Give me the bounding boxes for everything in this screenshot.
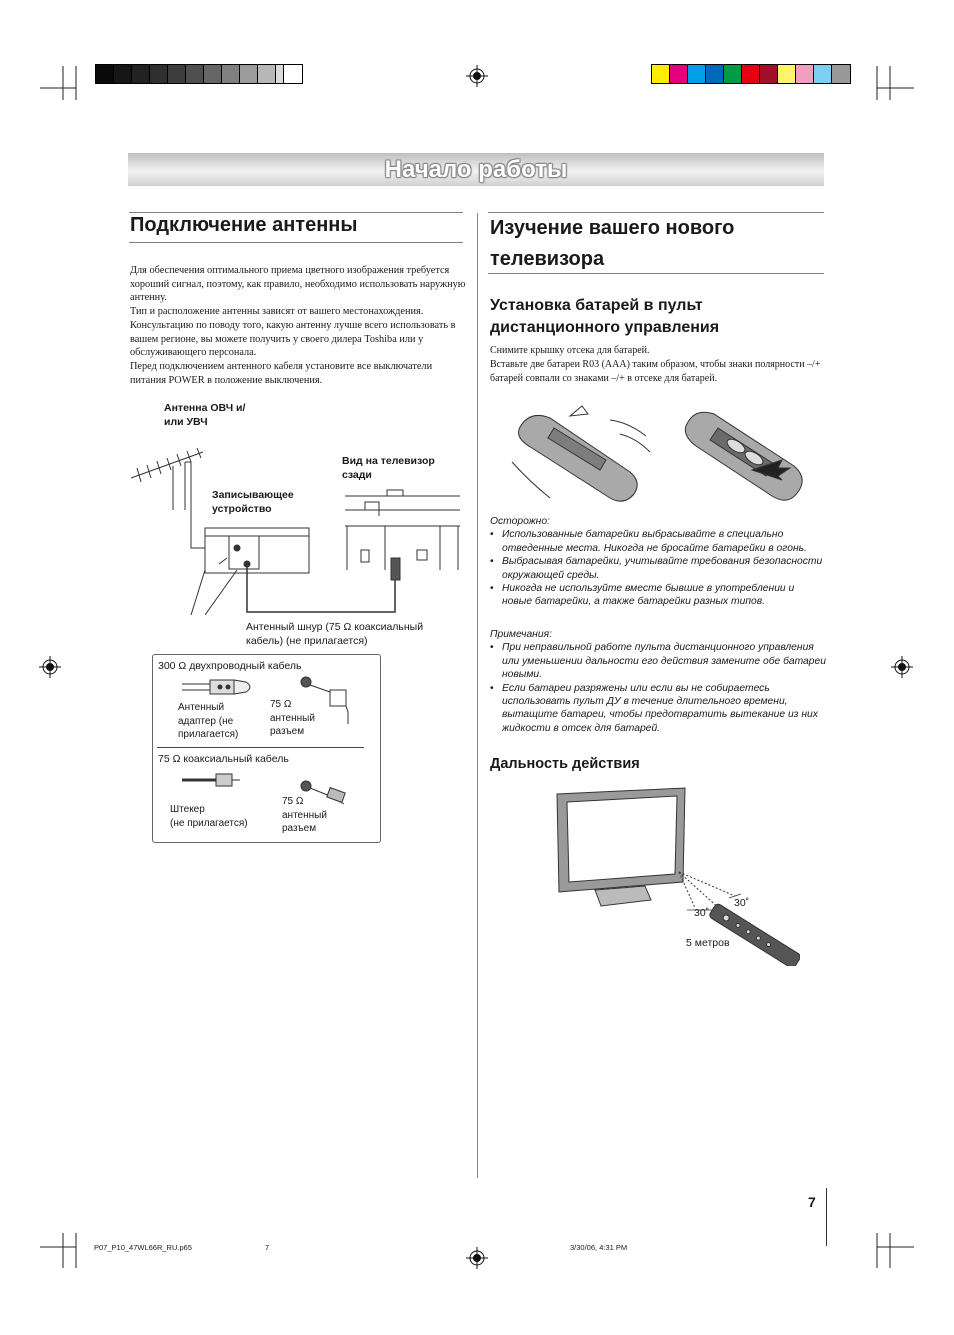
page-title: Начало работы: [384, 156, 568, 183]
section-title-bar: [128, 153, 824, 186]
paragraph: Перед подключением антенного кабеля установите все выключатели питания POWER в положение выключения.: [130, 360, 433, 386]
batteries-text: Снимите крышку отсека для батарей. Вставьте две батареи R03 (AAA) таким образом, чтобы знаки полярности –/+ батарей совпали со знаками –/+ в отсеке для батарей.: [490, 345, 821, 384]
caution-item: • Никогда не используйте вместе бывшие в употреблении и новые батарейки, а также батарейки разных типов.: [490, 582, 826, 609]
column-divider: [477, 213, 478, 1178]
antenna-icon: [131, 448, 203, 510]
remote-range-illustration: [555, 786, 800, 966]
caution-item: • Использованные батарейки выбрасывайте в специально отведенные места. Никогда не бросайте батарейки в огонь.: [490, 528, 826, 555]
twin-cable-title: 300 Ω двухпроводный кабель: [158, 660, 302, 672]
angle-label-2: 30˚: [694, 907, 710, 919]
angle-label-1: 30˚: [734, 897, 750, 909]
tv-study-heading: Изучение вашего нового телевизора: [490, 217, 735, 270]
paragraph: Для обеспечения оптимального приема цветного изображения требуется хороший сигнал, поэтому, как правило, необходимо использовать наружную антенну.: [130, 265, 466, 304]
antenna-cable-label: Антенный шнур (75 Ω коаксиальный кабель) (не прилагается): [246, 621, 424, 647]
signal-cone: [679, 872, 735, 910]
file-page: 7: [265, 1243, 270, 1252]
jack1-label: 75 Ω антенный разъем: [270, 699, 315, 737]
coax-cable-title: 75 Ω коаксиальный кабель: [158, 753, 289, 765]
tv-icon: [557, 788, 685, 906]
caution-item: • Выбрасывая батарейки, учитывайте требования безопасности окружающей среды.: [490, 555, 826, 582]
plug-label: Штекер (не прилагается): [170, 804, 248, 829]
battery-install-illustration: [510, 402, 810, 512]
remote-insert-batteries-icon: [685, 412, 802, 500]
heading-rule-bottom: [488, 273, 824, 274]
tv-back-label: Вид на телевизор сзади: [342, 455, 435, 481]
notes-title: Примечания:: [490, 629, 552, 640]
file-date: 3/30/06, 4:31 PM: [570, 1243, 628, 1252]
antenna-heading: Подключение антенны: [130, 214, 358, 236]
batteries-heading: Установка батарей в пульт дистанционного управления: [490, 297, 720, 336]
page-number: 7: [808, 1194, 816, 1210]
notes-block: [490, 628, 826, 735]
inset-divider: [157, 747, 364, 748]
remote-control-icon: [708, 903, 800, 966]
recorder-label: Записывающее устройство: [212, 489, 294, 515]
page-number-rule: [826, 1188, 827, 1246]
jack2-label: 75 Ω антенный разъем: [282, 796, 327, 834]
adapter-label: Антенный адаптер (не прилагается): [178, 702, 239, 740]
heading-rule-bottom: [129, 242, 463, 243]
heading-rule-top: [129, 212, 463, 213]
antenna-intro: [130, 264, 466, 387]
tv-back-icon: [345, 490, 460, 570]
recorder-icon: [205, 528, 309, 573]
antenna-label: Антенна ОВЧ и/ или УВЧ: [164, 402, 246, 428]
paragraph: Тип и расположение антенны зависят от вашего местонахождения. Консультацию по поводу того, какую антенну лучше всего использовать в вашем регионе, вы можете получить у своего дилера Toshiba или у обслуживающего персонала.: [130, 306, 456, 359]
note-item: • Если батареи разряжены или если вы не собираетесь использовать пульт ДУ в течение длительного времени, вытащите батареи, чтобы предотвратить вытекание из них жидкости в отсек для батарей.: [490, 682, 826, 736]
caution-title: Осторожно:: [490, 516, 550, 527]
range-heading: Дальность действия: [490, 756, 640, 772]
distance-label: 5 метров: [686, 937, 730, 949]
note-item: • При неправильной работе пульта дистанционного управления или уменьшении дальности его действия замените обе батареи новыми.: [490, 641, 826, 681]
file-name: P07_P10_47WL66R_RU.p65: [94, 1243, 192, 1252]
caution-block: [490, 515, 826, 609]
remote-open-cover-icon: [512, 406, 650, 501]
